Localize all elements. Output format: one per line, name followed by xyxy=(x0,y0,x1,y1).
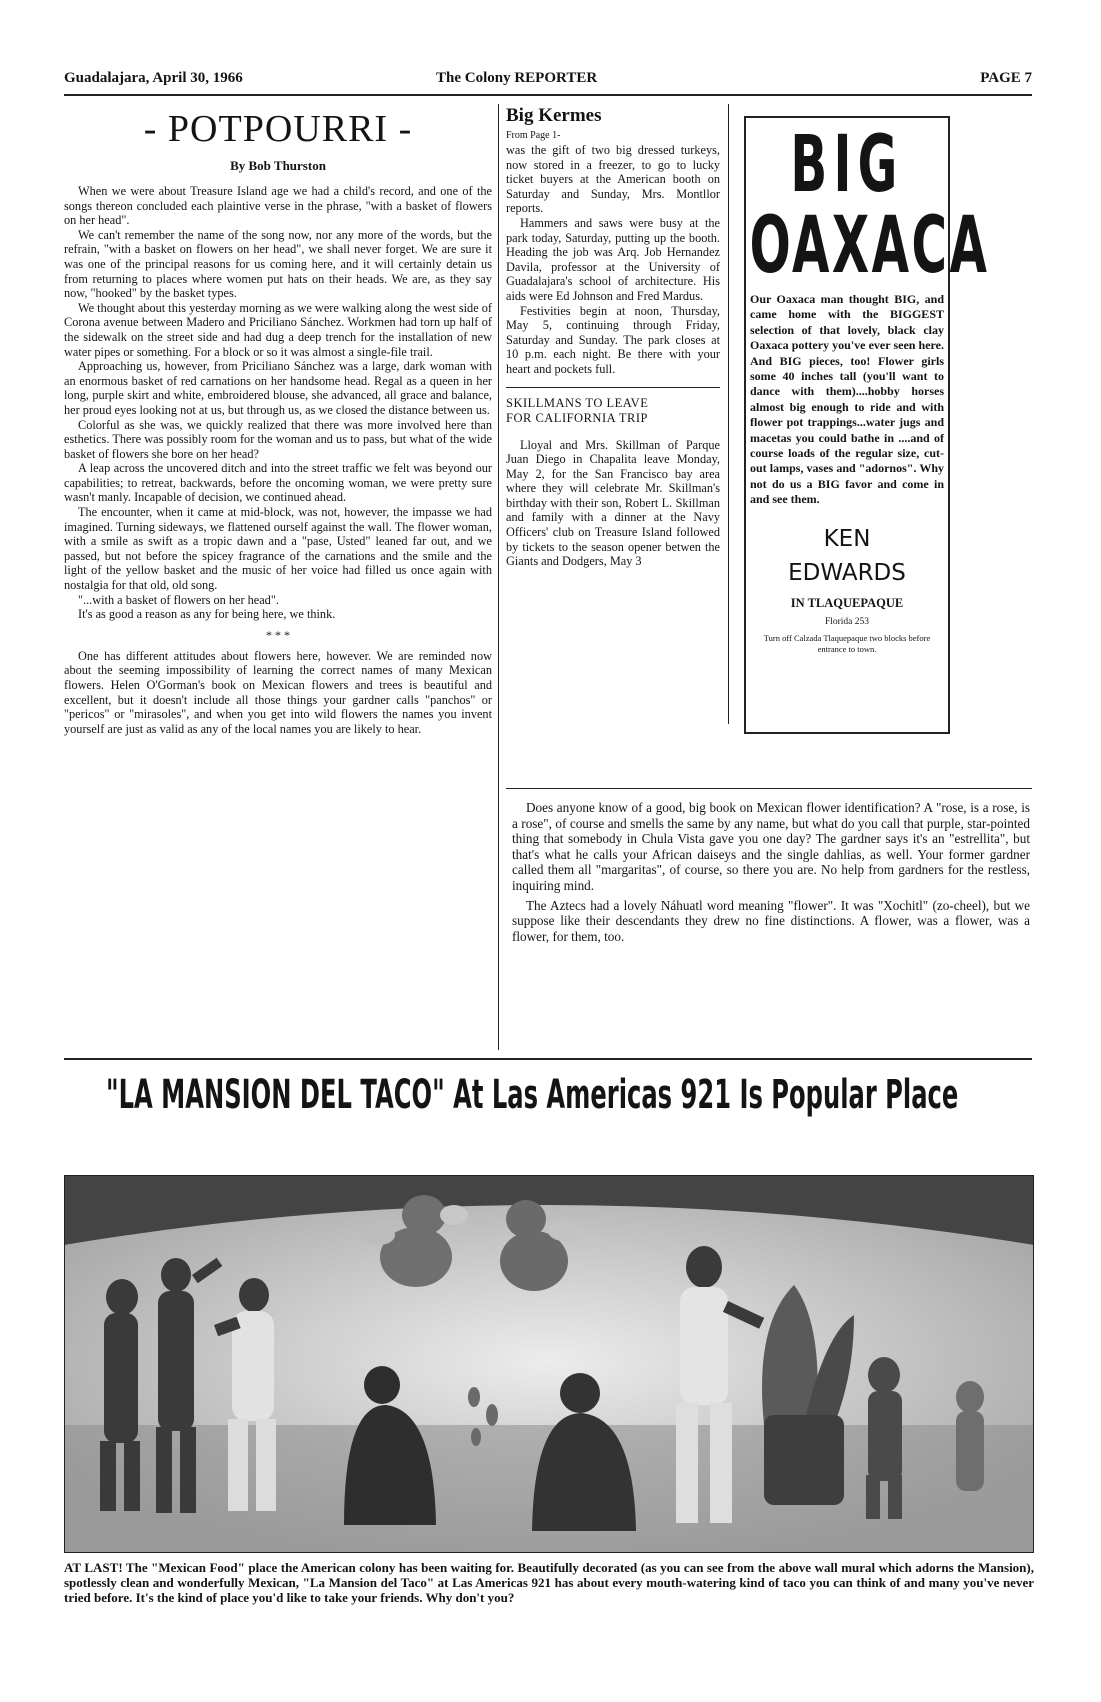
potpourri-headline: - POTPOURRI - xyxy=(143,108,413,150)
ad-title-oaxaca: OAXACA xyxy=(749,201,990,291)
column-rule xyxy=(728,104,729,724)
potpourri-paragraph: The encounter, when it came at mid-block, was not, however, the impasse we had imagined. Turning sideways, we flattened ourself against the wall. The flower woman, with a smile as swift as a tropic dawn and a "pase, Usted" leaned far out, and we passed, but not before the spicey fragrance of the carnations and the smile and the light of the yellow basket and the music of her voice had filled us once again with nostalgia for that old, old song. xyxy=(64,505,492,593)
ad-location: IN TLAQUEPAQUE xyxy=(790,595,904,610)
potpourri-body xyxy=(64,184,492,736)
banner-rule xyxy=(64,1058,1032,1060)
masthead-dateline: Guadalajara, April 30, 1966 xyxy=(64,70,243,86)
kermes-paragraph: Festivities begin at noon, Thursday, May 5, continuing through Friday, Saturday and Sunday. The park closes at 10 p.m. each night. Be there with your heart and pockets full. xyxy=(506,303,720,376)
masthead xyxy=(64,66,1032,92)
kermes-article xyxy=(506,104,720,569)
potpourri-paragraph: We can't remember the name of the song now, nor any more of the words, but the refrain, "with a basket on flowers on her head", we shall never forget. We are sure it was one of the principal reasons for us coming here, and it will certainly detain us from returning to places where women put hats on their heads. We are, as they say now, "hooked" by the basket types. xyxy=(64,227,492,301)
skillman-headline xyxy=(506,396,720,426)
potpourri-continuation-paragraph: The Aztecs had a lovely Náhuatl word meaning "flower". It was "Xochitl" (zo-cheel), but we suppose like their descendants they drew no fine distinctions. A flower, was a flower, was a flower, for them, too. xyxy=(512,897,1030,944)
potpourri-paragraph: We thought about this yesterday morning as we were walking along the west side of Corona avenue between Madero and Priciliano Sánchez. Workmen had torn up half of the sidewalk on the street side and had dug a deep trench for the installation of new water pipes or something. For a block or so it was almost a single-file trail. xyxy=(64,300,492,359)
mansion-banner xyxy=(106,1072,996,1122)
potpourri-paragraph: It's as good a reason as any for being here, we think. xyxy=(78,607,336,622)
kermes-jump-line: From Page 1- xyxy=(506,130,561,141)
masthead-paper-name: The Colony REPORTER xyxy=(436,70,598,86)
column-rule xyxy=(498,104,499,1050)
ad-title-big: BIG xyxy=(790,120,904,210)
ad-directions: Turn off Calzada Tlaquepaque two blocks before entrance to town. xyxy=(763,632,931,654)
ad-brand-edwards: EDWARDS xyxy=(788,559,906,586)
potpourri-article xyxy=(64,106,492,736)
mansion-banner-headline: "LA MANSION DEL TACO" At Las Americas 921 Is Popular Place xyxy=(106,1072,959,1118)
potpourri-continuation-paragraph: Does anyone know of a good, big book on Mexican flower identification? A "rose, is a rose, is a rose", of course and smells the same by any name, but what do you call that purple, star-pointed thing that somebody in Chula Vista gave you one day? The gardner says it's an "estrellita", but that's what he calls your African daiseys and the single dahlias, as well. Your former gardner called them all "margaritas", of course, so there you are. No help from gardners for the restless, inquiring mind. xyxy=(512,800,1030,893)
section-separator: * * * xyxy=(266,627,290,642)
skillman-headline-line: FOR CALIFORNIA TRIP xyxy=(506,410,648,425)
mural-photo xyxy=(64,1175,1034,1553)
kermes-paragraph: was the gift of two big dressed turkeys, now stored in a freezer, to go to lucky ticket buyers at the American booth on Saturday and Sunday, Mrs. Montllor reports. xyxy=(506,143,720,216)
potpourri-paragraph: Colorful as she was, we quickly realized that there was more involved here than esthetics. There was possibly room for the woman and us to pass, but what of the wide basket of flowers she bore on her head? xyxy=(64,417,492,461)
skillman-headline-line: SKILLMANS TO LEAVE xyxy=(506,395,649,410)
potpourri-paragraph: When we were about Treasure Island age we had a child's record, and one of the songs thereon concluded each plaintive verse in the phrase, "with a basket of flowers on her head". xyxy=(64,184,492,228)
potpourri-paragraph: A leap across the uncovered ditch and into the street traffic we felt was beyond our capabilities; to retreat, backwards, before the oncoming woman, we were pretty sure wasn't manly. Incapable of decision, we continued ahead. xyxy=(64,461,492,505)
ad-body-text: Our Oaxaca man thought BIG, and came home with the BIGGEST selection of that lovely, black clay Oaxaca pottery you've ever seen here. And BIG pieces, too! Flower girls some 40 inches tall (you'll want to dance with them)....hobby horses almost big enough to ride and with flower pot trappings...water jugs and macetas you could bathe in ....and of course loads of the regular size, cut-out lamps, vases and "adornos". Why not do us a BIG favor and come in and see them. xyxy=(750,292,944,507)
potpourri-paragraph: Approaching us, however, from Priciliano Sánchez was a large, dark woman with an enormous basket of red carnations on her handsome head. Regal as a queen in her long, purple skirt and white, embroidered blouse, she advanced, all grace and balance, her proud eyes looking not at us, but through us, as we closed the distance between us. xyxy=(64,359,492,417)
potpourri-paragraph: One has different attitudes about flowers here, however. We are reminded now about the seeming impossibility of learning the correct names of many Mexican flowers. Helen O'Gorman's book on Mexican flowers and trees is beautiful and excellent, but it doesn't include all those things your gardner calls "panchos" or "pericos" or "mirasoles", and when you get into wild flowers the names you invent yourself are just as valid as any of the local names you are likely to hear. xyxy=(64,648,492,736)
masthead-page-number: PAGE 7 xyxy=(980,70,1032,86)
potpourri-paragraph: "...with a basket of flowers on her head". xyxy=(78,592,279,607)
potpourri-byline: By Bob Thurston xyxy=(230,158,326,173)
oaxaca-ad xyxy=(744,116,990,734)
kermes-headline: Big Kermes xyxy=(506,105,602,126)
skillman-paragraph: Lloyal and Mrs. Skillman of Parque Juan Diego in Chapalita leave Monday, May 2, for the San Francisco bay area where they will celebrate Mr. Skillman's birthday with their son, Robert L. Skillman and family with a dinner at the Navy Officers' club on Treasure Island followed by tickets to the season opener betwen the Giants and Dodgers, May 3 xyxy=(506,437,720,569)
kermes-paragraph: Hammers and saws were busy at the park today, Saturday, putting up the booth. Heading the job was Arq. Job Hernandez Davila, professor at the University of Guadalajara's school of architecture. His aids were Ed Johnson and Fred Mardus. xyxy=(506,215,720,303)
story-divider xyxy=(506,387,720,388)
ad-address: Florida 253 xyxy=(824,616,870,627)
masthead-rule xyxy=(64,94,1032,96)
continuation-rule xyxy=(506,788,1032,789)
mural-caption: AT LAST! The "Mexican Food" place the American colony has been waiting for. Beautifully decorated (as you can see from the above wall mural which adorns the Mansion), spotlessly clean and wonderfully Mexican, "La Mansion del Taco" at Las Americas 921 has about every mouth-watering kind of taco you can think of and many you've never tried before. It's the kind of place you'd like to take your friends. Why don't you? xyxy=(64,1560,1034,1605)
ad-brand-ken: KEN xyxy=(823,525,871,552)
potpourri-continuation xyxy=(512,800,1030,944)
